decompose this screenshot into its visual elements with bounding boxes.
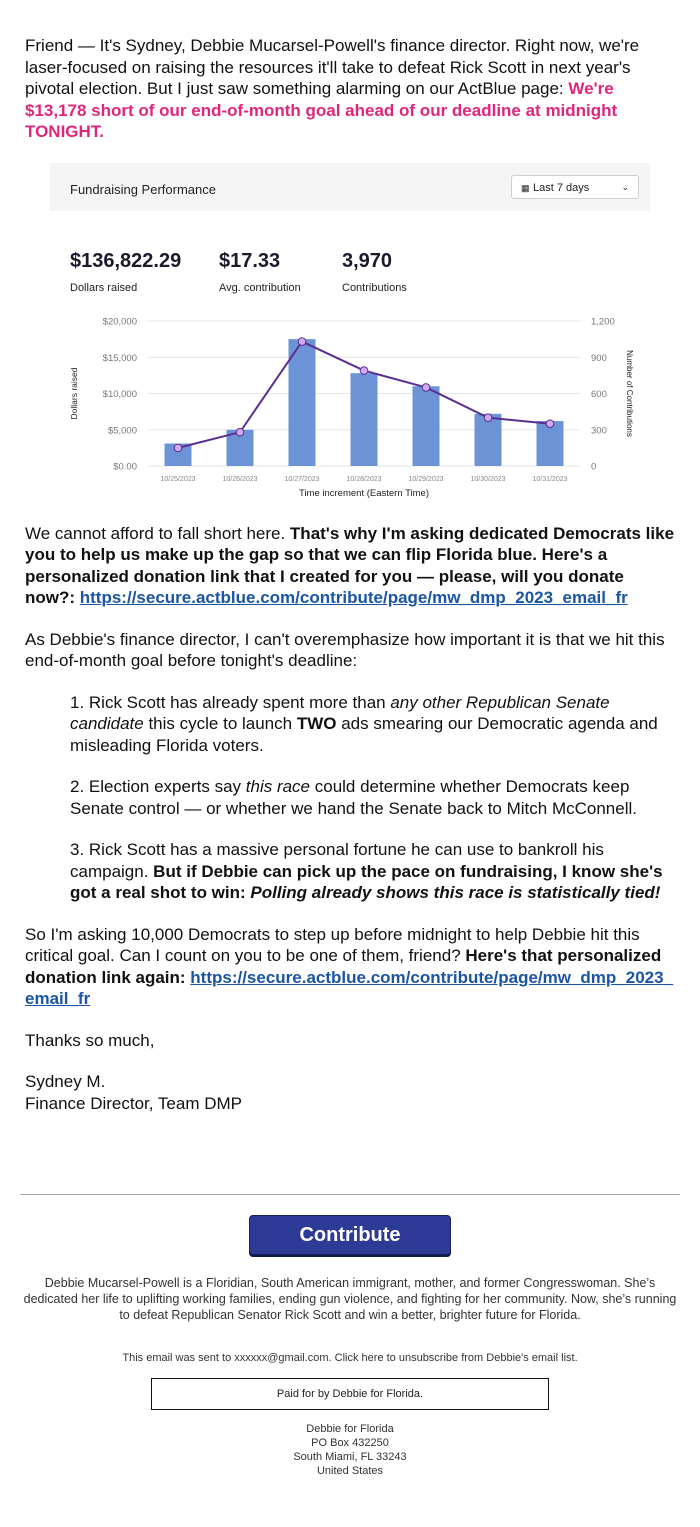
calendar-icon: ▦	[521, 182, 530, 193]
list-italic: this race	[245, 777, 311, 796]
address-line: Debbie for Florida	[306, 1423, 394, 1435]
intro-paragraph	[25, 35, 677, 143]
fundraising-dashboard	[50, 163, 650, 505]
y2-tick-label: 300	[591, 424, 607, 436]
chart-bar	[413, 386, 440, 466]
ask-again-bold: Here's that personalized donation link again:	[25, 946, 662, 987]
y-axis-label: Dollars raised	[69, 367, 79, 419]
stat-label: Dollars raised	[70, 281, 138, 294]
list-text: could determine whether Democrats keep Senate control — or whether we hand the Senate back to Mitch McConnell.	[70, 777, 637, 818]
contributions-point	[360, 366, 368, 374]
contributions-point	[484, 413, 492, 421]
chevron-down-icon: ⌄	[621, 181, 629, 192]
signature-title: Finance Director, Team DMP	[25, 1093, 242, 1113]
donation-link[interactable]: https://secure.actblue.com/contribute/page/mw_dmp_2023_email_fr	[79, 588, 628, 607]
y-tick-label: $5,000	[107, 424, 137, 436]
list-text: this cycle to launch	[143, 714, 297, 733]
stat-value: 3,970	[342, 249, 393, 272]
x-tick-label: 10/28/2023	[346, 475, 382, 483]
chart-bar	[289, 339, 316, 466]
candidate-blurb: Debbie Mucarsel-Powell is a Floridian, South American immigrant, mother, and former Congresswoman. She’s dedicated her life to uplifting working families, ending gun violence, and fighting for her community. Now, she’s running to defeat Republican Senator Rick Scott and win a better, brighter future for Florida.	[23, 1276, 677, 1322]
email-body	[25, 35, 677, 1134]
list-bold: TWO	[296, 714, 337, 733]
x-tick-label: 10/26/2023	[222, 475, 258, 483]
y-tick-label: $15,000	[102, 352, 137, 364]
signature	[25, 1071, 677, 1114]
y2-tick-label: 1,200	[591, 316, 615, 327]
chart-bar	[351, 373, 378, 466]
list-item	[70, 692, 677, 757]
contribute-button[interactable]: Contribute	[249, 1215, 451, 1255]
address-line: United States	[316, 1465, 384, 1477]
y2-tick-label: 0	[591, 461, 597, 472]
list-bold: But if Debbie can pick up the pace on fundraising, I know she's got a real shot to win:	[70, 861, 663, 902]
ask-lead: We cannot afford to fall short here.	[25, 523, 290, 543]
stat-value: $136,822.29	[70, 249, 182, 272]
stat-value: $17.33	[219, 249, 281, 272]
stat-label: Contributions	[342, 281, 407, 294]
list-item	[70, 776, 677, 819]
y-tick-label: $0.00	[113, 461, 137, 472]
ask-again-paragraph	[25, 924, 677, 1010]
ask-bold: That's why I'm asking dedicated Democrats like you to help us make up the gap so that we can flip Florida blue. Here's a personalized donation link that I created for you — please, will you donate now?:	[25, 523, 675, 607]
ask-again-lead: So I'm asking 10,000 Democrats to step up before midnight to help Debbie hit this critical goal. Can I count on you to be one of them, friend?	[25, 924, 640, 965]
y2-axis-label: Number of Contributions	[625, 349, 634, 437]
stat-label: Avg. contribution	[219, 281, 301, 294]
date-range-label: Last 7 days	[533, 181, 590, 194]
y2-tick-label: 900	[591, 352, 607, 364]
address-line: South Miami, FL 33243	[293, 1451, 407, 1463]
unsubscribe-notice[interactable]: This email was sent to xxxxxx@gmail.com. Click here to unsubscribe from Debbie's email list.	[122, 1352, 578, 1364]
paid-for-disclaimer: Paid for by Debbie for Florida.	[151, 1378, 549, 1410]
mailing-address	[20, 1422, 680, 1478]
signature-name: Sydney M.	[25, 1072, 106, 1091]
list-item	[70, 839, 677, 904]
x-tick-label: 10/31/2023	[532, 475, 568, 483]
list-text: 2. Election experts say	[70, 777, 246, 796]
intro-text: Friend — It's Sydney, Debbie Mucarsel-Powell's finance director. Right now, we're laser-focused on raising the resources it'll take to defeat Rick Scott in next year's pivotal election. But I just saw something alarming on our ActBlue page:	[25, 36, 640, 98]
x-tick-label: 10/27/2023	[284, 475, 320, 483]
contributions-point	[236, 428, 244, 436]
list-text: 3. Rick Scott has a massive personal fortune he can use to bankroll his campaign.	[70, 840, 604, 881]
contributions-point	[298, 337, 306, 345]
list-text: 1. Rick Scott has already spent more than	[70, 692, 391, 712]
list-bold-italic: Polling already shows this race is statistically tied!	[250, 883, 661, 902]
address-line: PO Box 432250	[311, 1437, 389, 1449]
closing: Thanks so much,	[25, 1030, 155, 1050]
fundraising-chart	[50, 163, 650, 505]
x-tick-label: 10/25/2023	[160, 475, 196, 483]
importance-paragraph: As Debbie's finance director, I can't overemphasize how important it is that we hit this end-of-month goal before tonight's deadline:	[25, 629, 665, 670]
contributions-point	[422, 383, 430, 391]
list-italic: any other Republican Senate candidate	[70, 692, 610, 733]
x-axis-label: Time increment (Eastern Time)	[298, 487, 430, 499]
donation-link-again[interactable]: https://secure.actblue.com/contribute/page/mw_dmp_2023_email_fr	[25, 967, 674, 1008]
y2-tick-label: 600	[591, 388, 607, 400]
contributions-point	[546, 419, 554, 427]
contributions-point	[174, 444, 182, 452]
y-tick-label: $10,000	[102, 388, 137, 400]
x-tick-label: 10/29/2023	[408, 475, 444, 483]
x-tick-label: 10/30/2023	[470, 475, 506, 483]
alert-text: We're $13,178 short of our end-of-month goal ahead of our deadline at midnight TONIGHT.	[25, 79, 618, 141]
footer-divider	[20, 1194, 680, 1195]
ask-paragraph	[25, 523, 677, 609]
dashboard-title: Fundraising Performance	[70, 181, 216, 197]
y-tick-label: $20,000	[102, 316, 137, 327]
list-text: ads smearing our Democratic agenda and misleading Florida voters.	[70, 714, 658, 755]
